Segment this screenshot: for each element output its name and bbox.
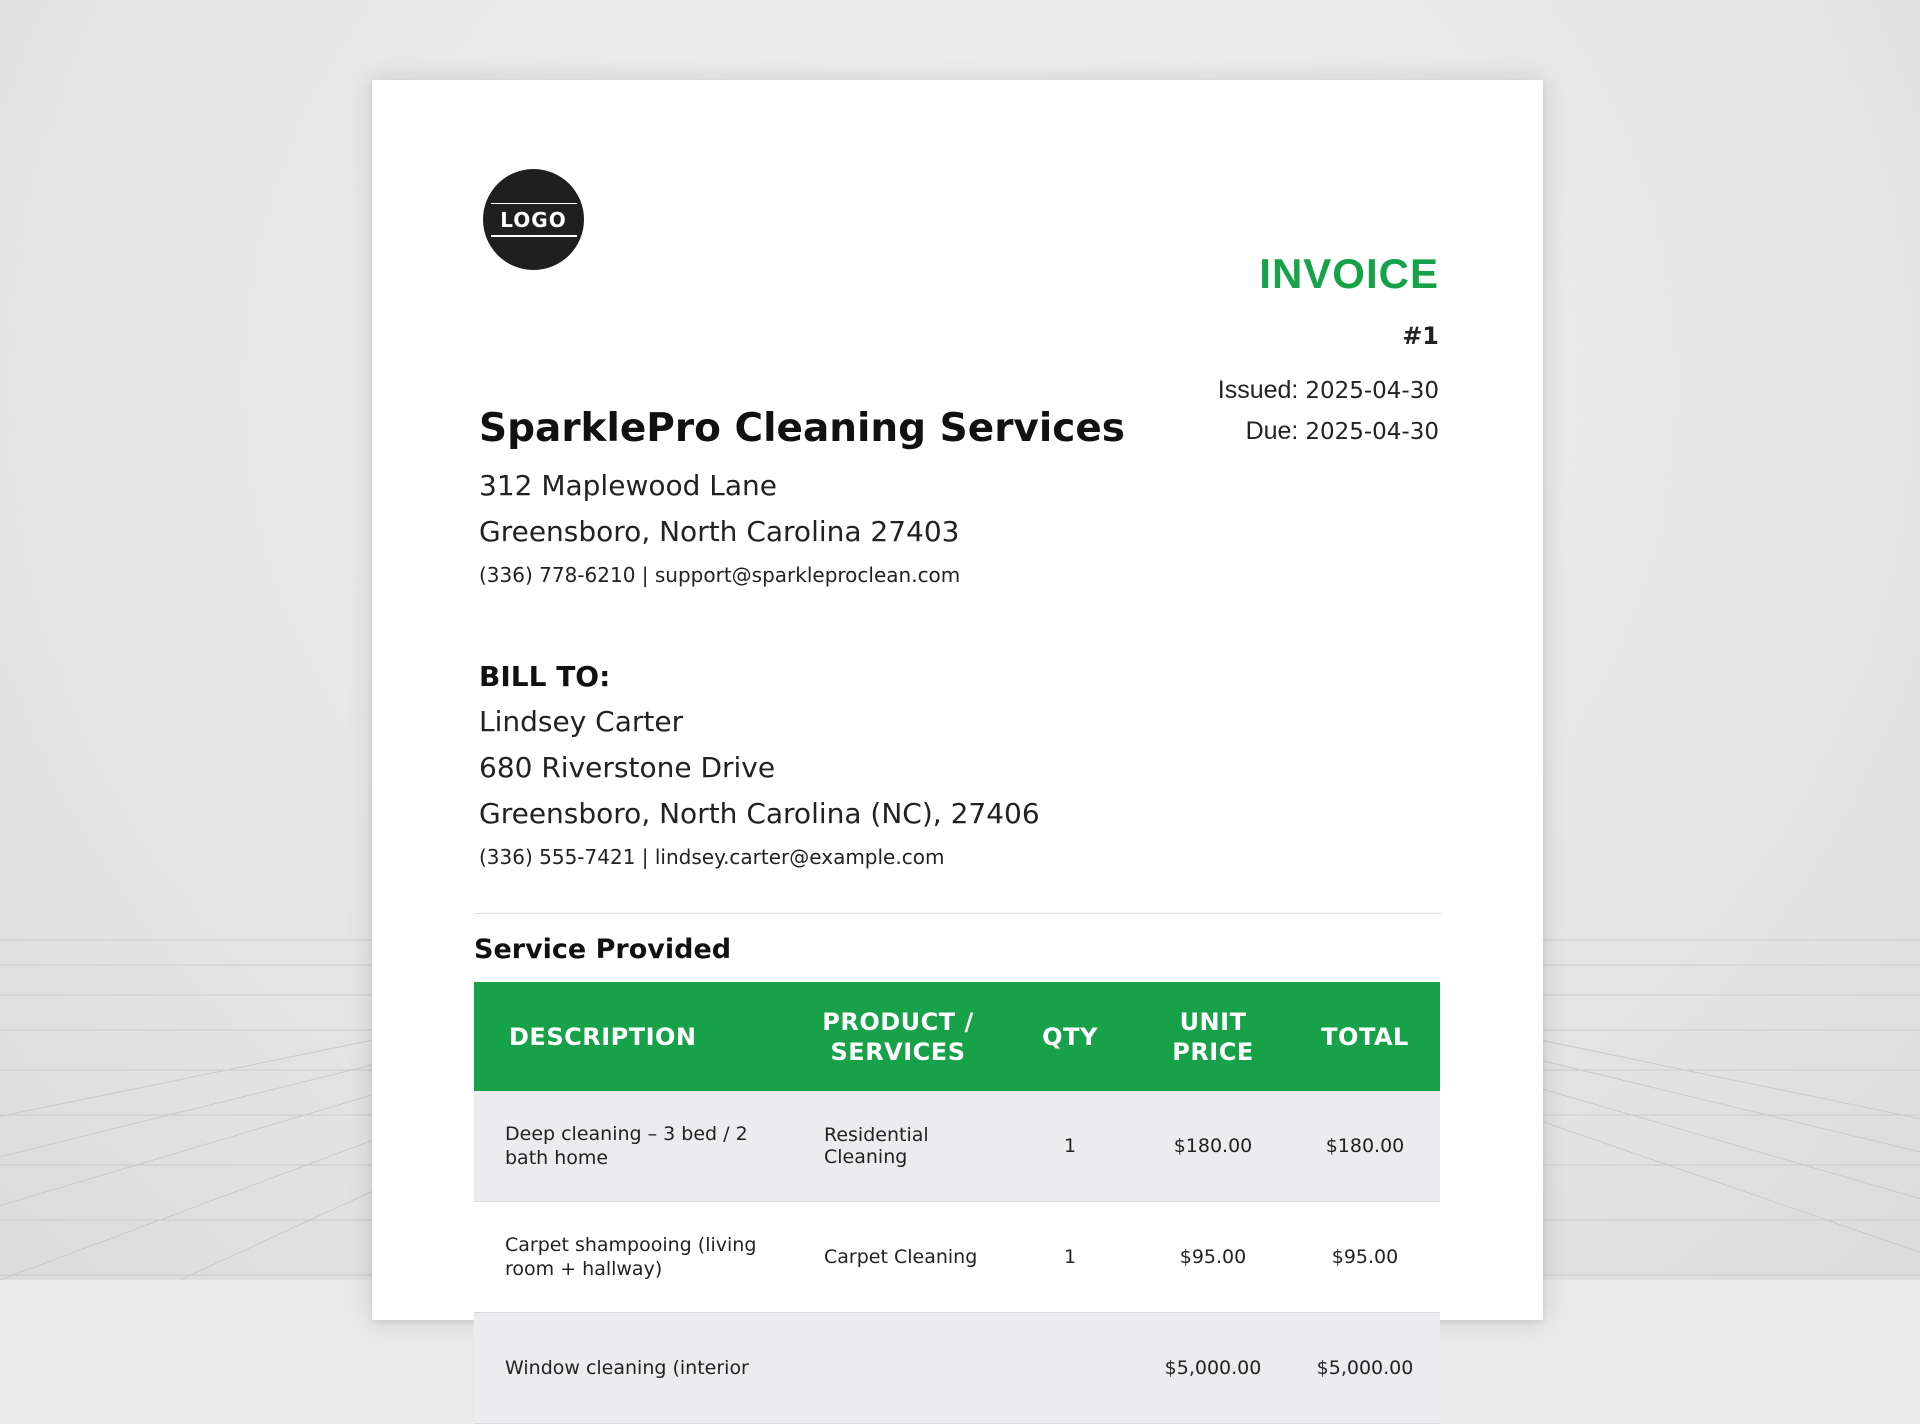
due-date-row <box>1218 411 1439 452</box>
bill-to <box>479 660 1040 869</box>
table-row <box>474 1202 1440 1313</box>
client-contact: (336) 555-7421 | lindsey.carter@example.com <box>479 845 945 869</box>
row-unit-price: $5,000.00 <box>1164 1357 1262 1379</box>
row-total: $180.00 <box>1325 1135 1405 1157</box>
logo-line-bottom <box>491 235 577 237</box>
client-address-line1: 680 Riverstone Drive <box>479 751 776 784</box>
table-row <box>474 1091 1440 1202</box>
header-description: DESCRIPTION <box>509 1022 697 1051</box>
services-table <box>474 982 1440 1424</box>
invoice-number: #1 <box>1402 322 1439 350</box>
header-unit-price <box>1136 1007 1290 1067</box>
row-description-line2: bath home <box>505 1147 609 1169</box>
invoice-dates <box>1218 370 1439 452</box>
company-address-line2: Greensboro, North Carolina 27403 <box>479 515 960 548</box>
table-row <box>474 1313 1440 1424</box>
row-total: $5,000.00 <box>1316 1357 1414 1379</box>
company-logo <box>483 169 584 270</box>
row-product: Carpet Cleaning <box>824 1246 978 1268</box>
table-header <box>474 982 1440 1091</box>
due-label: Due: <box>1245 417 1299 445</box>
services-section-title: Service Provided <box>474 934 732 965</box>
header-total: TOTAL <box>1321 1022 1409 1051</box>
invoice-title: INVOICE <box>1259 250 1439 297</box>
row-total: $95.00 <box>1331 1246 1399 1268</box>
row-description <box>474 1356 792 1380</box>
header-unit-line2: PRICE <box>1172 1037 1254 1066</box>
row-unit-price: $180.00 <box>1173 1135 1253 1157</box>
row-description-line1: Deep cleaning – 3 bed / 2 <box>505 1123 748 1145</box>
row-description-line2: room + hallway) <box>505 1258 663 1280</box>
header-unit-line1: UNIT <box>1179 1007 1247 1036</box>
company-address-line1: 312 Maplewood Lane <box>479 469 778 502</box>
company-info <box>479 406 1125 587</box>
row-description <box>474 1233 792 1281</box>
client-address-line2: Greensboro, North Carolina (NC), 27406 <box>479 797 1040 830</box>
issued-label: Issued: <box>1217 376 1299 404</box>
logo-text: LOGO <box>500 208 567 232</box>
row-qty: 1 <box>1063 1246 1077 1268</box>
row-description <box>474 1122 792 1170</box>
header-qty: QTY <box>1042 1022 1098 1051</box>
company-name: SparklePro Cleaning Services <box>479 406 1125 451</box>
section-divider <box>474 913 1441 914</box>
row-description-line1: Window cleaning (interior <box>505 1357 749 1379</box>
due-value: 2025-04-30 <box>1305 419 1439 445</box>
header-product-services <box>792 1007 1004 1067</box>
row-unit-price: $95.00 <box>1179 1246 1247 1268</box>
issued-value: 2025-04-30 <box>1305 378 1439 404</box>
header-product-line2: SERVICES <box>830 1037 966 1066</box>
row-product: Residential Cleaning <box>824 1124 929 1168</box>
issued-date-row <box>1218 370 1439 411</box>
row-description-line1: Carpet shampooing (living <box>505 1234 757 1256</box>
invoice-document <box>372 80 1543 1379</box>
bill-to-label: BILL TO: <box>479 660 611 693</box>
row-qty: 1 <box>1063 1135 1077 1157</box>
company-contact: (336) 778-6210 | support@sparkleproclean.com <box>479 563 961 587</box>
header-product-line1: PRODUCT / <box>822 1007 974 1036</box>
client-name: Lindsey Carter <box>479 705 684 738</box>
